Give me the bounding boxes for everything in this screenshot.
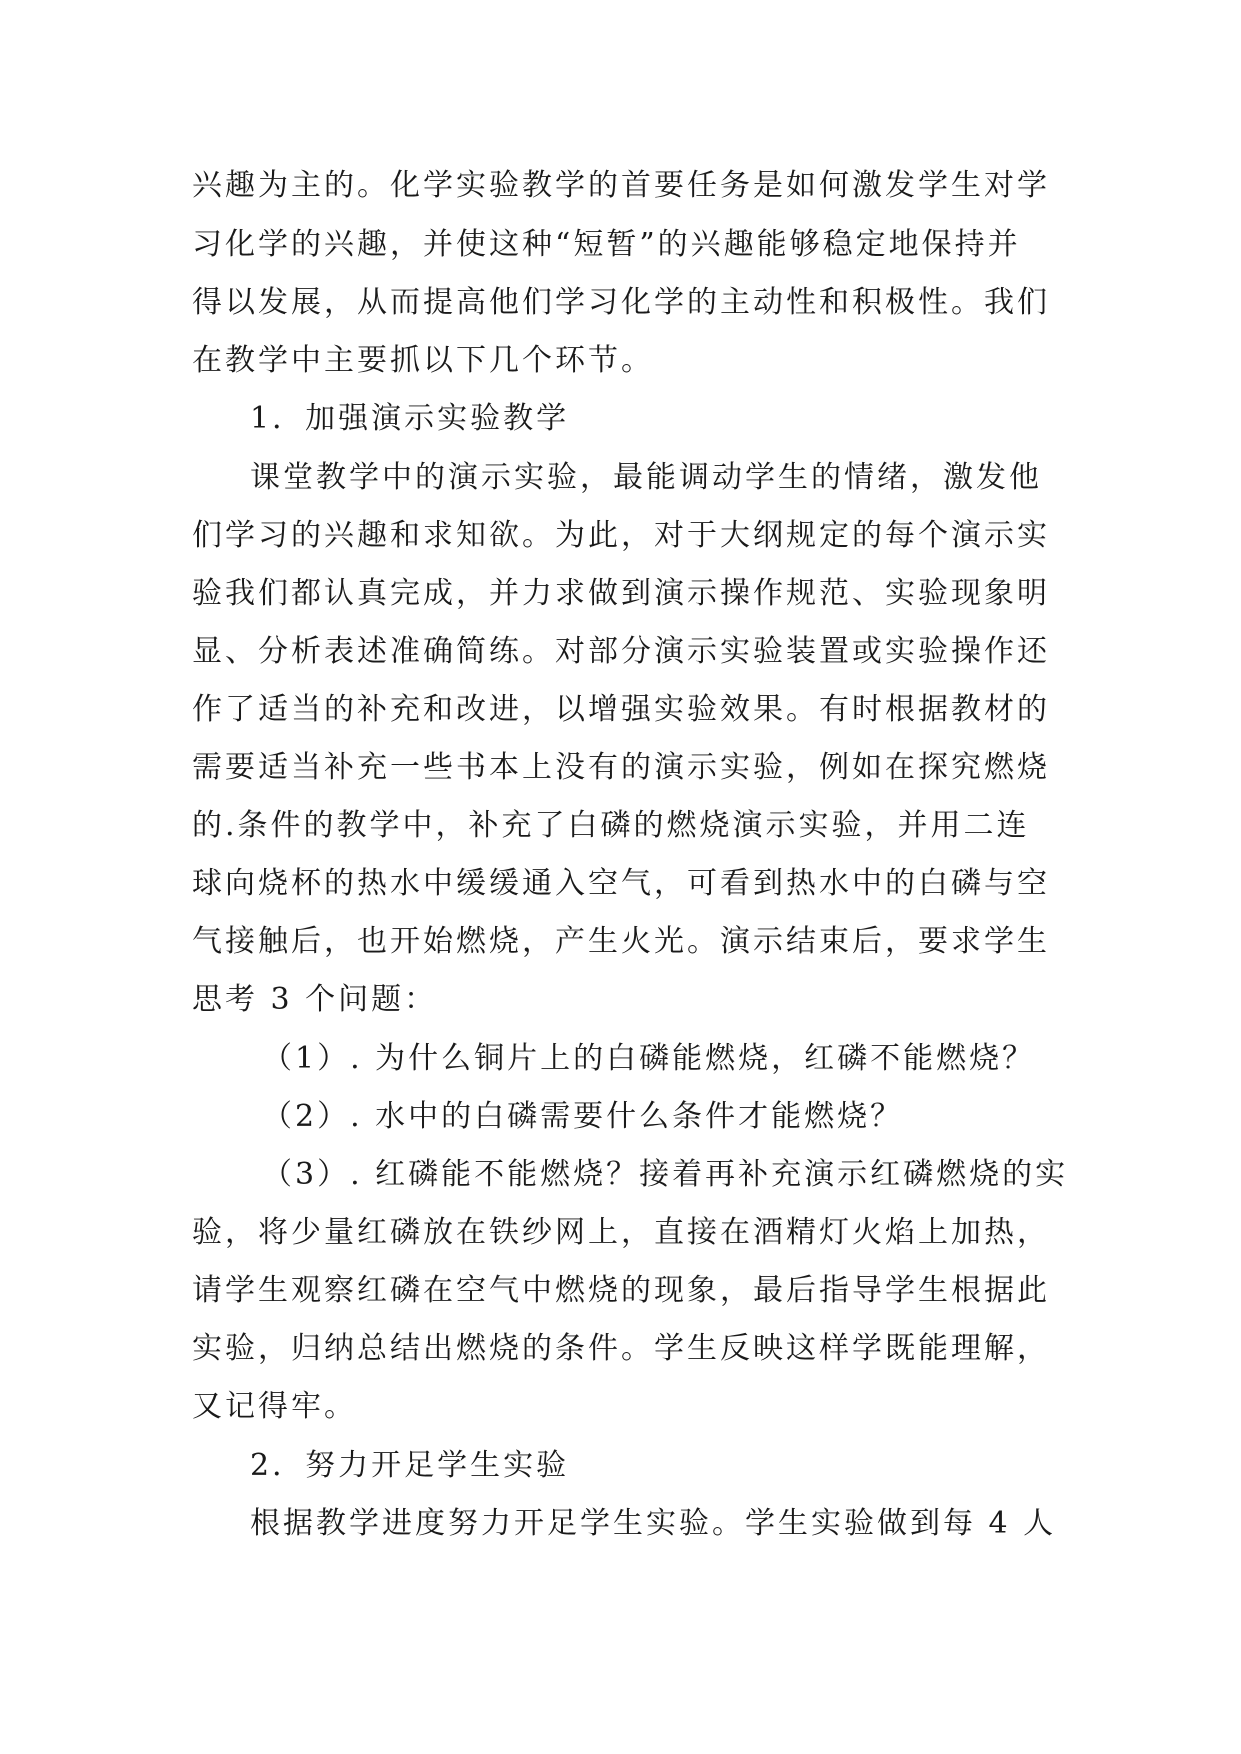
text-line: 验，将少量红磷放在铁纱网上，直接在酒精灯火焰上加热， (192, 1215, 1050, 1250)
question-item-2: （2）. 水中的白磷需要什么条件才能燃烧？ (262, 1099, 904, 1134)
text-line: 习化学的兴趣，并使这种“短暂”的兴趣能够稳定地保持并 (192, 227, 1021, 262)
text-line: 又记得牢。 (192, 1389, 357, 1424)
text-line: 的.条件的教学中，补充了白磷的燃烧演示实验，并用二连 (192, 808, 1030, 843)
text-line: 气接触后，也开始燃烧，产生火光。演示结束后，要求学生 (192, 924, 1050, 959)
text-line: 显、分析表述准确简练。对部分演示实验装置或实验操作还 (192, 634, 1050, 669)
text-line: 实验，归纳总结出燃烧的条件。学生反映这样学既能理解， (192, 1331, 1050, 1366)
text-line: 课堂教学中的演示实验，最能调动学生的情绪，激发他 (250, 460, 1042, 495)
text-line: 们学习的兴趣和求知欲。为此，对于大纲规定的每个演示实 (192, 518, 1050, 553)
text-line: 验我们都认真完成，并力求做到演示操作规范、实验现象明 (192, 576, 1050, 611)
text-line: 思考 3 个问题： (192, 982, 438, 1017)
text-line: 需要适当补充一些书本上没有的演示实验，例如在探究燃烧 (192, 750, 1050, 785)
text-line: 球向烧杯的热水中缓缓通入空气，可看到热水中的白磷与空 (192, 866, 1050, 901)
text-line: 在教学中主要抓以下几个环节。 (192, 343, 654, 378)
text-line: 作了适当的补充和改进，以增强实验效果。有时根据教材的 (192, 692, 1050, 727)
text-line: 请学生观察红磷在空气中燃烧的现象，最后指导学生根据此 (192, 1273, 1050, 1308)
question-item-3: （3）. 红磷能不能燃烧？接着再补充演示红磷燃烧的实 (262, 1157, 1069, 1192)
text-line: 得以发展，从而提高他们学习化学的主动性和积极性。我们 (192, 285, 1050, 320)
section-heading-2: 2．努力开足学生实验 (250, 1448, 570, 1483)
text-line: 兴趣为主的。化学实验教学的首要任务是如何激发学生对学 (192, 168, 1050, 203)
question-item-1: （1）. 为什么铜片上的白磷能燃烧，红磷不能燃烧？ (262, 1041, 1036, 1076)
section-heading-1: 1．加强演示实验教学 (250, 401, 570, 436)
text-line: 根据教学进度努力开足学生实验。学生实验做到每 4 人 (250, 1506, 1057, 1541)
